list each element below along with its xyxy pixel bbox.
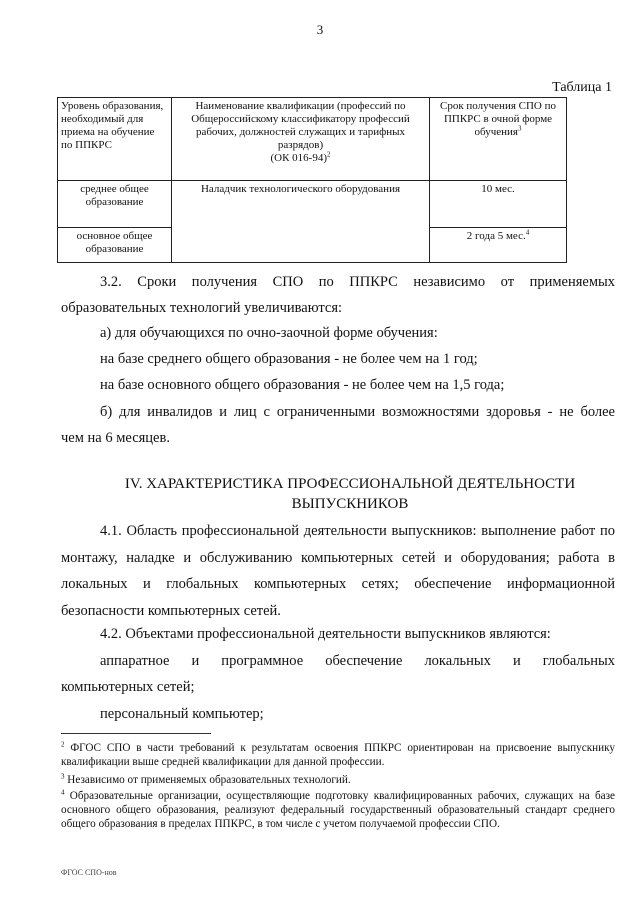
section-4-heading: IV. ХАРАКТЕРИСТИКА ПРОФЕССИОНАЛЬНОЙ ДЕЯТЕЛЬНОСТИ ВЫПУСКНИКОВ [124,476,576,512]
object-item-1-line1: аппаратное и программное обеспечение локальных и глобальных [100,653,615,669]
row-term: 2 года 5 мес.$^4$ [430,228,567,263]
item-b-line1: б) для инвалидов и лиц с ограниченными возможностями здоровья - не более [100,404,615,420]
table-header-row [58,98,567,181]
table-row [58,181,567,228]
item-a: а) для обучающихся по очно-заочной форме обучения: [100,325,438,341]
row-term: 10 мес. [430,181,567,228]
table-label: Таблица 1 [552,80,612,95]
item-a2: на базе основного общего образования - не более чем на 1,5 года; [100,377,505,393]
paragraph-4-1: 4.1. Область профессиональной деятельности выпускников: выполнение работ по монтажу, наладке и обслуживанию компьютерных сетей и оборудования; работа в локальных и глобальных компьютерных сетях; обеспечение информационной безопасности компьютерных сетей. [61,523,615,619]
footnote-4: $^4$ Образовательные организации, осуществляющие подготовку квалифицированных рабочих, служащих на базе основного общего образования, реализуют федеральный государственный образовательный стандарт среднего общего образования в пределах ППКРС, в том числе с учетом получаемой профессии СПО. [61,788,615,830]
header-term: Срок получения СПО по ППКРС в очной форме обучения$^3$ [430,98,567,181]
object-item-1-line2: компьютерных сетей; [61,679,195,695]
row-level: среднее общее образование [58,181,172,228]
row-qualification: Наладчик технологического оборудования [172,181,430,228]
header-qualification: Наименование квалификации (профессий по Общероссийскому классификатору профессий рабочих, должностей служащих и тарифных разрядов) (ОК 016-94)$^2$ [172,98,430,181]
footnote-3: $^3$ Независимо от применяемых образовательных технологий. [61,772,351,786]
object-item-2: персональный компьютер; [100,706,264,722]
page-number: 3 [316,22,324,37]
header-level: Уровень образования, необходимый для приема на обучение по ППКРС [58,98,172,181]
table-row [58,228,567,263]
footnote-separator [61,733,211,734]
row-level: основное общее образование [58,228,172,263]
section-3-2-line1: 3.2. Сроки получения СПО по ППКРС независимо от применяемых [100,274,615,290]
item-a1: на базе среднего общего образования - не более чем на 1 год; [100,351,478,367]
item-b-line2: чем на 6 месяцев. [61,430,170,446]
section-3-2-line2: образовательных технологий увеличиваются: [61,300,343,316]
footnote-2: $^2$ ФГОС СПО в части требований к результатам освоения ППКРС ориентирован на присвоение выпускнику квалификации выше средней квалификации для данной профессии. [61,740,615,768]
row-qualification-empty [172,228,430,263]
paragraph-4-2: 4.2. Объектами профессиональной деятельности выпускников являются: [100,626,551,642]
footer-code: ФГОС СПО-нов [61,868,117,877]
qualification-table [57,97,567,263]
